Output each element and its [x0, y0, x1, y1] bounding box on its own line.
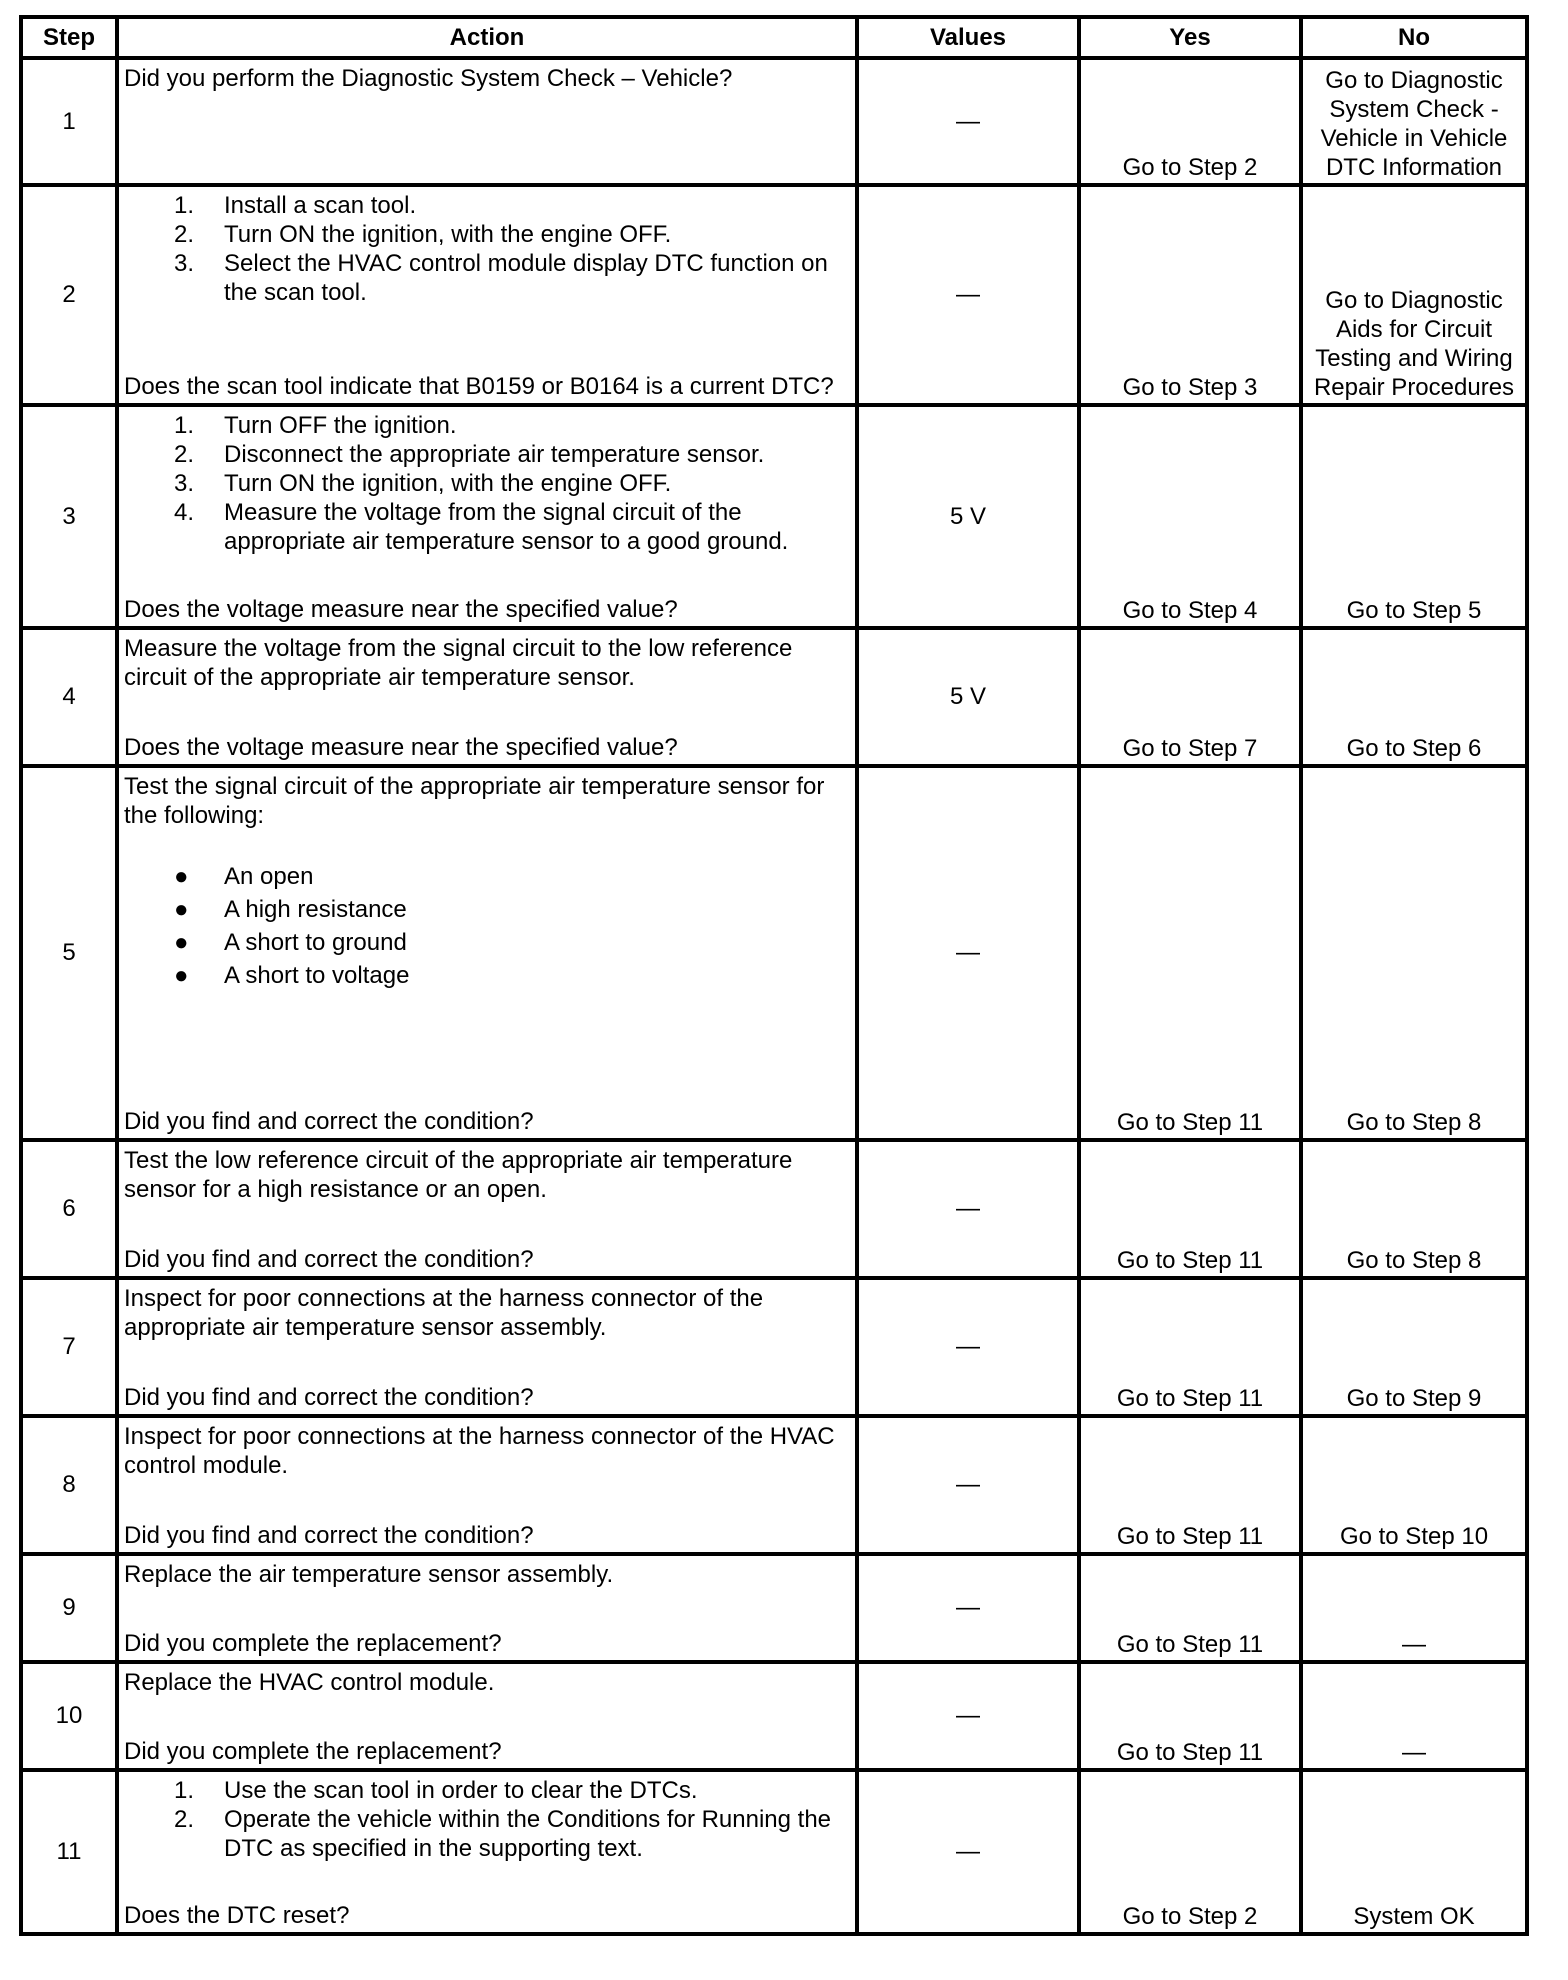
list-item: ● A high resistance — [174, 896, 407, 923]
action-content — [119, 1664, 855, 1768]
no-result: Go to Step 5 — [1301, 405, 1527, 628]
step-row-7 — [21, 1278, 1527, 1416]
value: — — [857, 58, 1079, 185]
no-result: Go to Step 10 — [1301, 1416, 1527, 1554]
action-text: Replace the HVAC control module. — [124, 1669, 495, 1696]
action-question: Did you complete the replacement? — [124, 1738, 502, 1765]
action-text: Measure the voltage from the signal circuit to the low reference circuit of the appropriate air temperature sensor. — [124, 635, 793, 691]
header-step: Step — [21, 17, 117, 58]
step-number: 3 — [21, 405, 117, 628]
list-item: 2. Turn ON the ignition, with the engine OFF. — [174, 221, 672, 248]
header-no: No — [1301, 17, 1527, 58]
step-number: 9 — [21, 1554, 117, 1662]
action-text: Inspect for poor connections at the harness connector of the appropriate air temperature sensor assembly. — [124, 1285, 764, 1341]
value: — — [857, 1140, 1079, 1278]
step-number: 4 — [21, 628, 117, 766]
list-item: ● An open — [174, 863, 314, 890]
list-item: 2. Operate the vehicle within the Conditions for Running the DTC as specified in the supporting text. — [174, 1806, 832, 1862]
action-content — [119, 60, 855, 183]
step-number: 2 — [21, 185, 117, 405]
action-question: Does the voltage measure near the specified value? — [124, 734, 678, 761]
action-question: Did you find and correct the condition? — [124, 1108, 534, 1135]
numbered-list — [124, 1776, 850, 1863]
step-row-10 — [21, 1662, 1527, 1770]
value: — — [857, 185, 1079, 405]
no-result: Go to Diagnostic System Check - Vehicle in Vehicle DTC Information — [1301, 58, 1527, 185]
diagnostic-table — [19, 15, 1529, 1936]
value: 5 V — [857, 405, 1079, 628]
action-content — [119, 1280, 855, 1414]
list-item: ● A short to voltage — [174, 962, 410, 989]
action-question: Does the scan tool indicate that B0159 or B0164 is a current DTC? — [124, 373, 834, 400]
action-question: Did you find and correct the condition? — [124, 1522, 534, 1549]
value: — — [857, 766, 1079, 1140]
action-content — [119, 1772, 855, 1932]
no-result: Go to Step 8 — [1301, 1140, 1527, 1278]
value: — — [857, 1278, 1079, 1416]
no-result: System OK — [1301, 1770, 1527, 1934]
header-action: Action — [117, 17, 857, 58]
no-result: — — [1301, 1554, 1527, 1662]
list-item: 2. Disconnect the appropriate air temperature sensor. — [174, 441, 765, 468]
action-question: Does the voltage measure near the specified value? — [124, 596, 678, 623]
yes-result: Go to Step 11 — [1079, 1140, 1301, 1278]
action-question: Did you find and correct the condition? — [124, 1246, 534, 1273]
list-item: 1. Turn OFF the ignition. — [174, 412, 457, 439]
list-item: 3. Turn ON the ignition, with the engine OFF. — [174, 470, 672, 497]
action-content — [119, 630, 855, 764]
yes-result: Go to Step 4 — [1079, 405, 1301, 628]
list-item: 3. Select the HVAC control module display DTC function on the scan tool. — [174, 250, 828, 306]
action-text: Did you perform the Diagnostic System Check – Vehicle? — [124, 65, 733, 92]
no-result: Go to Step 8 — [1301, 766, 1527, 1140]
step-row-11 — [21, 1770, 1527, 1934]
yes-result: Go to Step 11 — [1079, 766, 1301, 1140]
value: — — [857, 1770, 1079, 1934]
header-yes: Yes — [1079, 17, 1301, 58]
yes-result: Go to Step 11 — [1079, 1278, 1301, 1416]
list-item: 1. Install a scan tool. — [174, 192, 417, 219]
numbered-list — [124, 411, 850, 556]
step-row-6 — [21, 1140, 1527, 1278]
action-text: Test the signal circuit of the appropriate air temperature sensor for the following: — [124, 773, 825, 829]
yes-result: Go to Step 3 — [1079, 185, 1301, 405]
action-content — [119, 1556, 855, 1660]
bullet-list — [124, 860, 850, 992]
step-number: 1 — [21, 58, 117, 185]
step-number: 11 — [21, 1770, 117, 1934]
step-row-9 — [21, 1554, 1527, 1662]
step-row-1 — [21, 58, 1527, 185]
action-text: Inspect for poor connections at the harness connector of the HVAC control module. — [124, 1423, 835, 1479]
step-row-8 — [21, 1416, 1527, 1554]
step-number: 10 — [21, 1662, 117, 1770]
yes-result: Go to Step 7 — [1079, 628, 1301, 766]
step-number: 8 — [21, 1416, 117, 1554]
list-item: 1. Use the scan tool in order to clear the DTCs. — [174, 1777, 698, 1804]
list-item: 4. Measure the voltage from the signal circuit of the appropriate air temperature sensor to a good ground. — [174, 499, 789, 555]
no-result: Go to Step 6 — [1301, 628, 1527, 766]
action-content — [119, 1418, 855, 1552]
step-row-3 — [21, 405, 1527, 628]
action-content — [119, 1142, 855, 1276]
value: — — [857, 1662, 1079, 1770]
no-result: — — [1301, 1662, 1527, 1770]
action-content — [119, 187, 855, 403]
action-question: Did you complete the replacement? — [124, 1630, 502, 1657]
step-row-5 — [21, 766, 1527, 1140]
step-number: 7 — [21, 1278, 117, 1416]
step-number: 5 — [21, 766, 117, 1140]
step-row-2 — [21, 185, 1527, 405]
list-item: ● A short to ground — [174, 929, 407, 956]
action-content — [119, 407, 855, 626]
numbered-list — [124, 191, 850, 307]
action-question: Did you find and correct the condition? — [124, 1384, 534, 1411]
header-row — [21, 17, 1527, 58]
value: — — [857, 1416, 1079, 1554]
action-content — [119, 768, 855, 1138]
yes-result: Go to Step 2 — [1079, 58, 1301, 185]
yes-result: Go to Step 11 — [1079, 1416, 1301, 1554]
value: — — [857, 1554, 1079, 1662]
yes-result: Go to Step 11 — [1079, 1554, 1301, 1662]
no-result: Go to Step 9 — [1301, 1278, 1527, 1416]
header-values: Values — [857, 17, 1079, 58]
yes-result: Go to Step 2 — [1079, 1770, 1301, 1934]
yes-result: Go to Step 11 — [1079, 1662, 1301, 1770]
value: 5 V — [857, 628, 1079, 766]
action-question: Does the DTC reset? — [124, 1902, 350, 1929]
diagnostic-table-container — [19, 15, 1529, 1936]
step-number: 6 — [21, 1140, 117, 1278]
step-row-4 — [21, 628, 1527, 766]
action-text: Test the low reference circuit of the appropriate air temperature sensor for a high resistance or an open. — [124, 1147, 793, 1203]
no-result: Go to Diagnostic Aids for Circuit Testing and Wiring Repair Procedures — [1301, 185, 1527, 405]
action-text: Replace the air temperature sensor assembly. — [124, 1561, 614, 1588]
